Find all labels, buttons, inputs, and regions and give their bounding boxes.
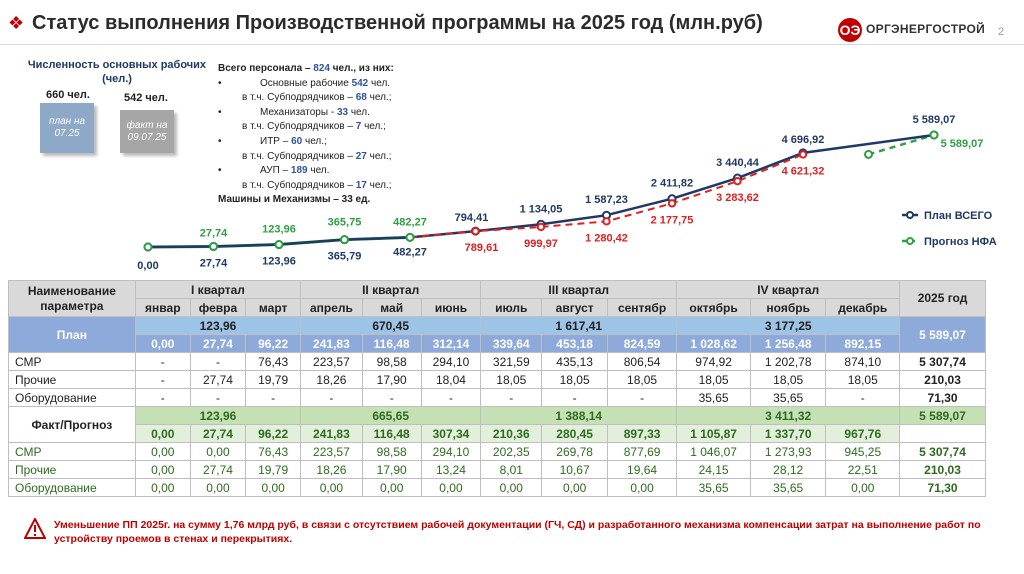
staff-total: Всего персонала – 824 чел., из них: — [218, 63, 394, 74]
header-q2: II квартал — [301, 281, 481, 299]
table-cell: 18,04 — [421, 371, 480, 389]
fact-label: 789,61 — [464, 242, 499, 255]
header-month: июнь — [421, 299, 480, 317]
table-cell: 0,00 — [826, 479, 900, 497]
row-total: 210,03 — [900, 461, 986, 479]
row-total: 5 307,74 — [900, 353, 986, 371]
fact-month-row — [9, 425, 986, 443]
table-cell: 0,00 — [481, 479, 542, 497]
fact-point — [800, 151, 806, 157]
plan-label: 3 440,44 — [716, 157, 759, 170]
table-cell: 0,00 — [190, 479, 245, 497]
table-cell: 0,00 — [135, 461, 190, 479]
fact-month: 897,33 — [607, 425, 676, 443]
plan-label: 5 589,07 — [912, 114, 956, 126]
fact-quarter: 3 411,32 — [677, 407, 900, 425]
fact-quarter: 665,65 — [301, 407, 481, 425]
plan-year: 5 589,07 — [900, 317, 986, 353]
header-param: Наименование параметра — [9, 281, 136, 317]
fact-month: 280,45 — [542, 425, 607, 443]
table-cell: 806,54 — [607, 353, 676, 371]
table-cell: 1 202,78 — [750, 353, 826, 371]
header-q3: III квартал — [481, 281, 677, 299]
header-month: октябрь — [677, 299, 751, 317]
table-cell: 98,58 — [362, 353, 421, 371]
table-cell: 18,05 — [677, 371, 751, 389]
fact-month: 1 105,87 — [677, 425, 751, 443]
staff-subitem: в т.ч. Субподрядчиков – 27 чел.; — [242, 150, 392, 162]
header-q1: I квартал — [135, 281, 301, 299]
row-name: Оборудование — [9, 479, 136, 497]
plan-quarter: 1 617,41 — [481, 317, 677, 335]
header-month: март — [246, 299, 301, 317]
plan-quarter: 670,45 — [301, 317, 481, 335]
table-cell: 17,90 — [362, 371, 421, 389]
note — [24, 514, 994, 548]
fact-label: 2 177,75 — [650, 214, 694, 227]
fact-month: 116,48 — [362, 425, 421, 443]
staff-item: • Основные рабочие 542 чел. — [218, 77, 391, 89]
fact-point — [669, 200, 675, 206]
table-cell: 223,57 — [301, 443, 362, 461]
table-cell: 877,69 — [607, 443, 676, 461]
plan-month-row — [9, 335, 986, 353]
fact-detail-row — [9, 443, 986, 461]
header-month: январ — [135, 299, 190, 317]
fact-month: 27,74 — [190, 425, 245, 443]
table-cell: - — [246, 389, 301, 407]
table-cell: 27,74 — [190, 371, 245, 389]
table-cell: - — [190, 389, 245, 407]
header-month: декабрь — [826, 299, 900, 317]
row-name: Прочие — [9, 461, 136, 479]
table-cell: 294,10 — [421, 353, 480, 371]
plan-month: 312,14 — [421, 335, 480, 353]
logo-icon: ОЭ — [838, 18, 862, 42]
table-cell: - — [135, 353, 190, 371]
header-month: сентябр — [607, 299, 676, 317]
table-cell: 1 046,07 — [677, 443, 751, 461]
header-q4: IV квартал — [677, 281, 900, 299]
table-cell: - — [826, 389, 900, 407]
table-cell: 18,05 — [542, 371, 607, 389]
table-cell: 28,12 — [750, 461, 826, 479]
header-divider — [0, 44, 1024, 45]
plan-label: 365,79 — [327, 250, 362, 263]
table-cell: 18,05 — [750, 371, 826, 389]
plan-month: 1 028,62 — [677, 335, 751, 353]
header-month: апрель — [301, 299, 362, 317]
header — [0, 0, 1024, 52]
staff-item: • ИТР – 60 чел.; — [218, 135, 327, 147]
table-cell: 18,05 — [607, 371, 676, 389]
fact-label: 1 280,42 — [585, 232, 628, 245]
staff-subitem: в т.ч. Субподрядчиков – 17 чел.; — [242, 179, 392, 191]
plan-month: 824,59 — [607, 335, 676, 353]
table-cell: 294,10 — [421, 443, 480, 461]
forecast-point — [210, 243, 217, 250]
staff-item: • Механизаторы - 33 чел. — [218, 106, 370, 118]
plan-label: 1 134,05 — [519, 203, 563, 216]
fact-year-empty — [900, 425, 986, 443]
forecast-point — [407, 234, 414, 241]
plan-month: 892,15 — [826, 335, 900, 353]
forecast-point — [145, 244, 152, 251]
plan-month: 1 256,48 — [750, 335, 826, 353]
header-month: май — [362, 299, 421, 317]
fact-detail-row — [9, 461, 986, 479]
table-cell: 0,00 — [301, 479, 362, 497]
fact-point — [734, 178, 740, 184]
plan-month: 241,83 — [301, 335, 362, 353]
table-cell: - — [607, 389, 676, 407]
table-header-row — [9, 281, 986, 299]
staff-subitem: в т.ч. Субподрядчиков – 68 чел.; — [242, 92, 392, 104]
table-cell: 0,00 — [362, 479, 421, 497]
fact-point — [472, 228, 478, 234]
header-month: ноябрь — [750, 299, 826, 317]
forecast-point — [865, 151, 872, 158]
table-cell: 76,43 — [246, 353, 301, 371]
plan-label: 1 587,23 — [585, 194, 628, 207]
note-text: Уменьшение ПП 2025г. на сумму 1,76 млрд руб, в связи с отсутствием рабочей документации (ГЧ, СД) и разработанного механизма компенсации затрат на выполнение работ по устройству проемов в стенах и перекрытиях. — [54, 519, 981, 545]
table-cell: 223,57 — [301, 353, 362, 371]
table-cell: 24,15 — [677, 461, 751, 479]
page-title: Статус выполнения Производственной программы на 2025 год (млн.руб) — [32, 12, 763, 34]
row-name: СМР — [9, 443, 136, 461]
fact-quarter: 1 388,14 — [481, 407, 677, 425]
table-cell: - — [190, 353, 245, 371]
header-month: февра — [190, 299, 245, 317]
table-cell: 13,24 — [421, 461, 480, 479]
company-logo — [838, 18, 986, 44]
table-cell: - — [301, 389, 362, 407]
fact-label: 999,97 — [524, 237, 558, 250]
page-number: 2 — [998, 26, 1005, 38]
fact-month: 307,34 — [421, 425, 480, 443]
plan-detail-row — [9, 389, 986, 407]
row-total: 5 307,74 — [900, 443, 986, 461]
table-cell: 18,05 — [481, 371, 542, 389]
table-cell: 202,35 — [481, 443, 542, 461]
table-cell: 269,78 — [542, 443, 607, 461]
table-cell: - — [542, 389, 607, 407]
fact-year: 5 589,07 — [900, 407, 986, 425]
forecast-dashed-line — [869, 135, 935, 154]
warning-icon — [24, 518, 46, 540]
table-cell: 35,65 — [677, 479, 751, 497]
workers-title: Численность основных рабочих (чел.) — [27, 59, 207, 85]
table-cell: 0,00 — [421, 479, 480, 497]
table-cell: 98,58 — [362, 443, 421, 461]
legend-forecast-text: Прогноз НФА — [924, 236, 997, 248]
header-month: июль — [481, 299, 542, 317]
staff-item: • АУП – 189 чел. — [218, 165, 330, 177]
plan-month: 339,64 — [481, 335, 542, 353]
table-cell: 974,92 — [677, 353, 751, 371]
table-cell: 0,00 — [135, 479, 190, 497]
forecast-label: 482,27 — [393, 216, 427, 229]
table-cell: 17,90 — [362, 461, 421, 479]
plan-month: 453,18 — [542, 335, 607, 353]
table-cell: 8,01 — [481, 461, 542, 479]
plan-month: 116,48 — [362, 335, 421, 353]
table-cell: 945,25 — [826, 443, 900, 461]
forecast-point — [276, 241, 283, 248]
table-cell: - — [362, 389, 421, 407]
table-cell: 0,00 — [246, 479, 301, 497]
fact-label: 3 283,62 — [716, 192, 759, 205]
plan-box-label: план на 07.25 — [48, 116, 86, 139]
plan-label: 794,41 — [454, 212, 489, 225]
forecast-point — [341, 236, 348, 243]
table-months-row — [9, 299, 986, 317]
plan-label: 2 411,82 — [650, 177, 694, 190]
plan-detail-row — [9, 353, 986, 371]
plan-count: 660 чел. — [46, 89, 90, 101]
table-cell: - — [135, 389, 190, 407]
plan-label: 482,27 — [393, 246, 427, 259]
diamond-icon: ❖ — [8, 13, 25, 33]
fact-month: 96,22 — [246, 425, 301, 443]
row-total: 71,30 — [900, 479, 986, 497]
table-cell: 35,65 — [677, 389, 751, 407]
legend-forecast-marker — [907, 238, 913, 244]
row-total: 71,30 — [900, 389, 986, 407]
plan-quarter-row — [9, 317, 986, 335]
row-name: СМР — [9, 353, 136, 371]
line-chart — [130, 110, 1010, 278]
table-cell: 0,00 — [190, 443, 245, 461]
table-cell: 19,79 — [246, 461, 301, 479]
forecast-label: 27,74 — [199, 227, 228, 240]
legend-plan-text: План ВСЕГО — [924, 210, 993, 222]
table-cell: 22,51 — [826, 461, 900, 479]
header-year: 2025 год — [900, 281, 986, 317]
plan-label: 0,00 — [137, 260, 159, 272]
header-month: август — [542, 299, 607, 317]
table-cell: 27,74 — [190, 461, 245, 479]
table-cell: - — [421, 389, 480, 407]
table-cell: - — [481, 389, 542, 407]
forecast-label: 5 589,07 — [940, 138, 984, 150]
fact-month: 1 337,70 — [750, 425, 826, 443]
plan-label: 4 696,92 — [781, 133, 825, 146]
fact-point — [603, 218, 609, 224]
fact-month: 0,00 — [135, 425, 190, 443]
row-total: 210,03 — [900, 371, 986, 389]
table-cell: 18,05 — [826, 371, 900, 389]
row-name: Прочие — [9, 371, 136, 389]
legend-plan-marker — [907, 212, 913, 218]
table-cell: 435,13 — [542, 353, 607, 371]
fact-label: 4 621,32 — [781, 165, 825, 178]
fact-month: 967,76 — [826, 425, 900, 443]
fact-point — [538, 224, 544, 230]
fact-month: 241,83 — [301, 425, 362, 443]
plan-box — [40, 103, 94, 153]
table-cell: 321,59 — [481, 353, 542, 371]
plan-detail-row — [9, 371, 986, 389]
plan-quarter: 3 177,25 — [677, 317, 900, 335]
fact-count: 542 чел. — [124, 92, 168, 104]
table-cell: 1 273,93 — [750, 443, 826, 461]
fact-quarter-row — [9, 407, 986, 425]
table-cell: 18,26 — [301, 461, 362, 479]
table-cell: 0,00 — [607, 479, 676, 497]
row-name: Оборудование — [9, 389, 136, 407]
table-cell: 0,00 — [135, 443, 190, 461]
fact-detail-row — [9, 479, 986, 497]
table-cell: 76,43 — [246, 443, 301, 461]
fact-box-label: факт на 09.07.25 — [126, 119, 168, 143]
plan-label: 123,96 — [262, 255, 296, 268]
plan-quarter: 123,96 — [135, 317, 301, 335]
plan-label: План — [9, 317, 136, 353]
plan-month: 96,22 — [246, 335, 301, 353]
staff-subitem: в т.ч. Субподрядчиков – 7 чел.; — [242, 121, 386, 133]
plan-month: 27,74 — [190, 335, 245, 353]
staff-machines: Машины и Механизмы – 33 ед. — [218, 194, 371, 206]
fact-label: Факт/Прогноз — [9, 407, 136, 443]
table-cell: 19,64 — [607, 461, 676, 479]
table-cell: 35,65 — [750, 389, 826, 407]
table-cell: - — [135, 371, 190, 389]
plan-month: 0,00 — [135, 335, 190, 353]
forecast-label: 365,75 — [327, 216, 362, 229]
forecast-point — [931, 132, 938, 139]
table-cell: 0,00 — [542, 479, 607, 497]
forecast-label: 123,96 — [262, 223, 296, 236]
production-table — [8, 280, 986, 497]
table-cell: 35,65 — [750, 479, 826, 497]
plan-label: 27,74 — [199, 257, 228, 270]
table-cell: 874,10 — [826, 353, 900, 371]
logo-text: ОРГЭНЕРГОСТРОЙ — [866, 22, 986, 36]
fact-month: 210,36 — [481, 425, 542, 443]
table-cell: 18,26 — [301, 371, 362, 389]
table-cell: 19,79 — [246, 371, 301, 389]
table-cell: 10,67 — [542, 461, 607, 479]
fact-quarter: 123,96 — [135, 407, 301, 425]
